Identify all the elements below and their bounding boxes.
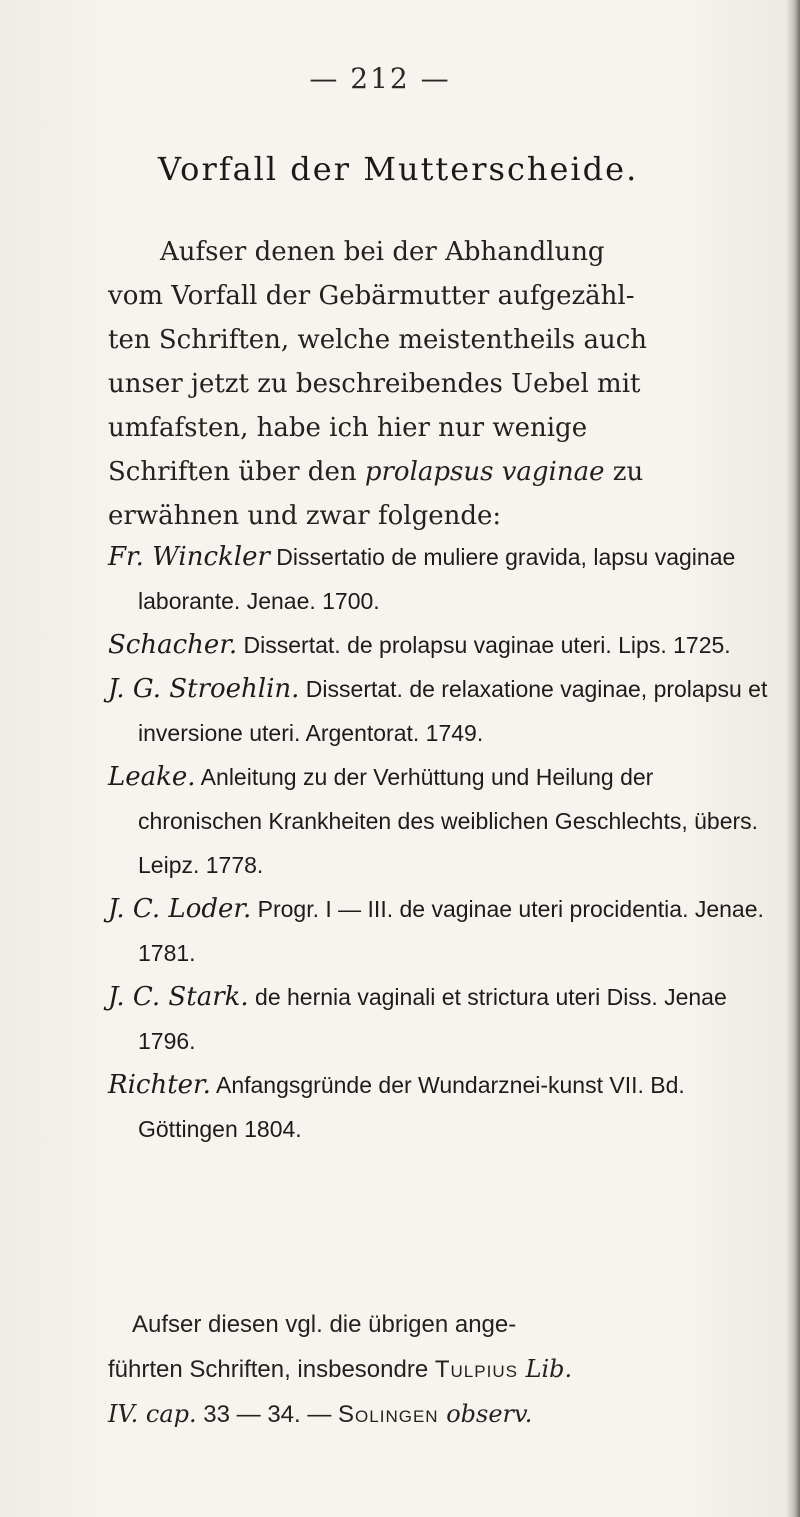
intro-line: Aufser denen bei der Abhandlung bbox=[160, 237, 605, 267]
reference-text: Dissertatio de muliere gravida, lapsu vaginae laborante. Jenae. 1700. bbox=[138, 544, 736, 614]
intro-line: erwähnen und zwar folgende: bbox=[108, 501, 502, 531]
reference-entry bbox=[108, 887, 768, 975]
intro-text: zu bbox=[604, 457, 644, 487]
closing-line: Aufser diesen vgl. die übrigen ange- bbox=[132, 1311, 517, 1338]
reference-author: J. G. Stroehlin. bbox=[108, 674, 300, 704]
reference-entry bbox=[108, 1063, 768, 1151]
reference-text: Dissertat. de relaxatione vaginae, prolapsu et inversione uteri. Argentorat. 1749. bbox=[138, 676, 768, 746]
intro-paragraph bbox=[108, 230, 768, 538]
closing-line bbox=[108, 1347, 768, 1392]
reference-entry bbox=[108, 623, 768, 667]
lib-abbrev: Lib. bbox=[517, 1355, 573, 1383]
intro-line: vom Vorfall der Gebärmutter aufgezähl- bbox=[108, 281, 635, 311]
reference-author: J. C. Stark. bbox=[108, 982, 249, 1012]
page-edge-shadow bbox=[786, 0, 800, 1517]
reference-entry bbox=[108, 755, 768, 887]
closing-paragraph bbox=[108, 1303, 768, 1437]
reference-author: Richter. bbox=[108, 1070, 211, 1100]
page-number: — 212 — bbox=[309, 62, 451, 95]
reference-author: Leake. bbox=[108, 762, 196, 792]
intro-text: Schriften über den bbox=[108, 457, 365, 487]
reference-author: Fr. Winckler bbox=[108, 542, 270, 572]
observ-abbrev: observ. bbox=[438, 1400, 533, 1428]
reference-text: Anleitung zu der Verhüttung und Heilung der chronischen Krankheiten des weiblichen Geschlechts, übers. Leipz. 1778. bbox=[138, 764, 759, 878]
reference-author: J. C. Loder. bbox=[108, 894, 252, 924]
intro-line bbox=[108, 450, 768, 494]
reference-entry bbox=[108, 667, 768, 755]
reference-text: de hernia vaginali et strictura uteri Diss. Jenae 1796. bbox=[138, 984, 727, 1054]
reference-text: Anfangsgründe der Wundarznei-kunst VII. Bd. Göttingen 1804. bbox=[138, 1072, 685, 1142]
section-heading: Vorfall der Mutterscheide. bbox=[158, 150, 639, 188]
reference-list bbox=[108, 535, 768, 1151]
reference-author: Schacher. bbox=[108, 630, 238, 660]
reference-entry bbox=[108, 535, 768, 623]
intro-line: ten Schriften, welche meistentheils auch bbox=[108, 325, 648, 355]
reference-entry bbox=[108, 975, 768, 1063]
author-solingen: Solingen bbox=[338, 1401, 439, 1428]
closing-text: führten Schriften, insbesondre bbox=[108, 1356, 435, 1383]
latin-term: prolapsus vaginae bbox=[364, 457, 605, 487]
intro-line: unser jetzt zu beschreibendes Uebel mit bbox=[108, 369, 641, 399]
cap-reference: IV. cap. bbox=[108, 1400, 197, 1428]
closing-line bbox=[108, 1392, 768, 1437]
author-tulpius: Tulpius bbox=[434, 1356, 518, 1383]
reference-text: Dissertat. de prolapsu vaginae uteri. Lips. 1725. bbox=[237, 632, 731, 658]
intro-line: umfafsten, habe ich hier nur wenige bbox=[108, 413, 588, 443]
reference-text: Progr. I — III. de vaginae uteri procidentia. Jenae. 1781. bbox=[138, 896, 764, 966]
closing-text: 33 — 34. — bbox=[196, 1401, 339, 1428]
